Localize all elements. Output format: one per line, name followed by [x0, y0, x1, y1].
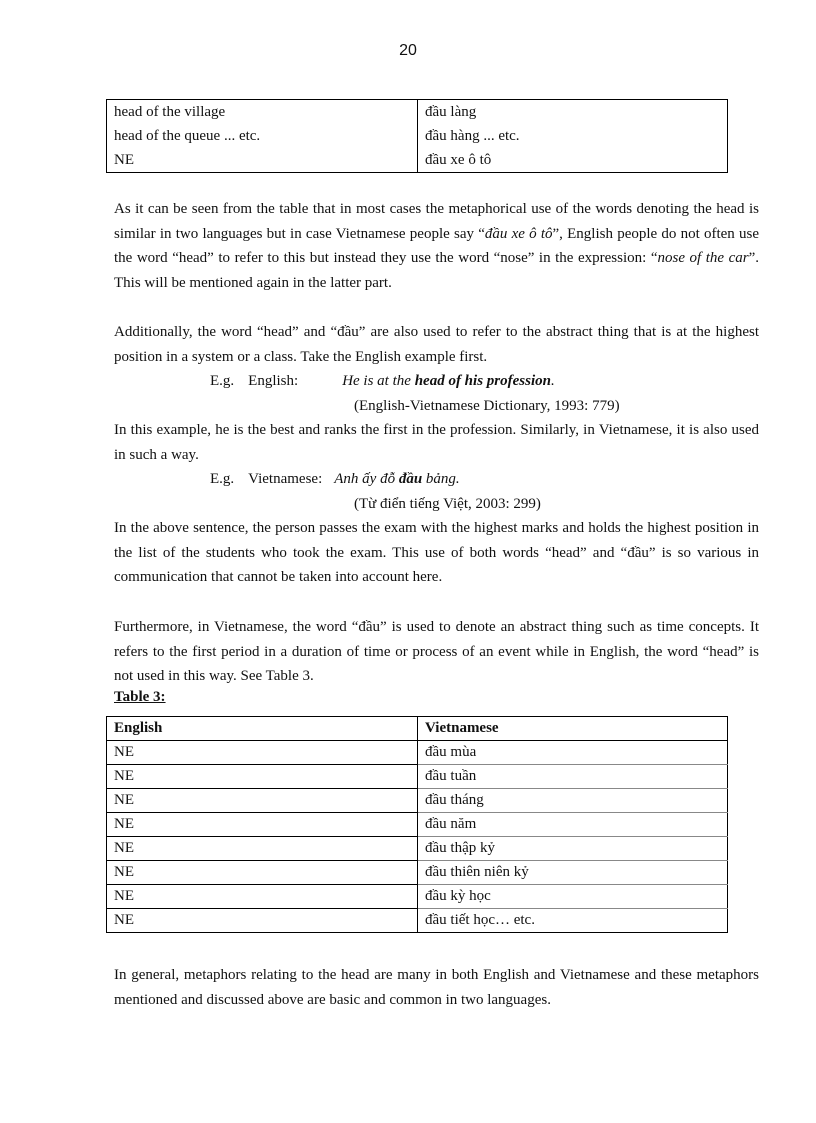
vietnamese-cell: đầu thập kỷ — [418, 837, 728, 861]
vietnamese-cell: đầu xe ô tô — [425, 151, 492, 168]
table-row — [107, 885, 728, 909]
table-row — [107, 837, 728, 861]
example-source: (Từ điển tiếng Việt, 2003: 299) — [354, 496, 541, 512]
table-row — [107, 909, 728, 933]
column-header-vietnamese: Vietnamese — [418, 717, 728, 741]
vietnamese-cell: đầu hàng ... etc. — [425, 127, 520, 144]
english-cell: NE — [107, 765, 418, 789]
vietnamese-cell: đầu tiết học… etc. — [418, 909, 728, 933]
english-cell: NE — [107, 861, 418, 885]
table-row — [107, 789, 728, 813]
vietnamese-cell: đầu tuần — [418, 765, 728, 789]
table-row — [107, 741, 728, 765]
paragraph-time-concepts: Furthermore, in Vietnamese, the word “đầu” is used to denote an abstract thing such as time concepts. It refers to the first period in a duration of time or process of an event while in English, the word “head” is not used in this way. See Table 3. — [114, 619, 759, 684]
eg-label: E.g. — [210, 373, 235, 389]
english-cell: NE — [107, 909, 418, 933]
paragraph-abstract-highest: Additionally, the word “head” and “đầu” are also used to refer to the abstract thing that is at the highest position in a system or a class. Take the English example first. — [114, 324, 759, 365]
table-row — [107, 124, 728, 148]
vietnamese-cell: đầu làng — [425, 103, 477, 120]
vietnamese-cell: đầu kỳ học — [418, 885, 728, 909]
example-english — [210, 369, 555, 394]
example-bold-term: head of his profession — [414, 373, 551, 389]
english-cell: NE — [107, 813, 418, 837]
paragraph-example-explanation: In this example, he is the best and ranks the first in the profession. Similarly, in Vietnamese, it is also used in such a way. — [114, 422, 759, 463]
english-cell: NE — [107, 741, 418, 765]
vietnamese-cell: đầu năm — [418, 813, 728, 837]
example-vietnamese — [210, 467, 460, 492]
paragraph-exam-sentence: In the above sentence, the person passes the exam with the highest marks and holds the highest position in the list of the students who took the exam. This use of both words “head” and “đầu” is so various in communication that cannot be taken into account here. — [114, 520, 759, 585]
paragraph-table-comparison — [114, 197, 759, 295]
vietnamese-cell: đầu tháng — [418, 789, 728, 813]
text-run: As it can be seen from the table that in most cases the metaphorical use of the words denoting the head is similar in two languages but in case Vietnamese people say “ — [114, 201, 759, 242]
text-run: ”. This will be mentioned again in the latter part. — [114, 250, 759, 291]
english-cell: head of the queue ... etc. — [107, 124, 418, 148]
paragraph-conclusion: In general, metaphors relating to the head are many in both English and Vietnamese and these metaphors mentioned and discussed above are basic and common in two languages. — [114, 967, 759, 1008]
table-header-row — [107, 717, 728, 741]
example-bold-term: đầu — [398, 471, 423, 487]
language-label: English: — [248, 373, 299, 389]
english-cell: head of the village — [107, 100, 418, 125]
table-row — [107, 765, 728, 789]
english-cell: NE — [107, 885, 418, 909]
example-text: bảng. — [422, 471, 460, 487]
english-cell: NE — [107, 837, 418, 861]
column-header-english: English — [107, 717, 418, 741]
table-row — [107, 813, 728, 837]
table-caption: Table 3: — [114, 689, 166, 705]
english-cell: NE — [107, 148, 418, 173]
metaphor-table-continued — [106, 99, 728, 173]
example-source: (English-Vietnamese Dictionary, 1993: 779) — [354, 398, 620, 414]
eg-label: E.g. — [210, 471, 235, 487]
italic-term: đầu xe ô tô — [484, 225, 553, 242]
vietnamese-cell: đầu thiên niên kỷ — [418, 861, 728, 885]
italic-term: nose of the car — [657, 250, 749, 266]
example-text: . — [550, 373, 555, 389]
text-run: ”, English people do not often use the word “head” to refer to this but instead they use the word “nose” in the expression: “ — [114, 225, 760, 266]
table-row — [107, 100, 728, 125]
table-row — [107, 861, 728, 885]
table-row — [107, 148, 728, 173]
table-3 — [106, 716, 728, 933]
page-number: 20 — [399, 42, 417, 59]
language-label: Vietnamese: — [248, 471, 323, 487]
example-text: Anh ấy đỗ — [334, 471, 399, 487]
vietnamese-cell: đầu mùa — [418, 741, 728, 765]
example-text: He is at the — [342, 373, 415, 389]
english-cell: NE — [107, 789, 418, 813]
